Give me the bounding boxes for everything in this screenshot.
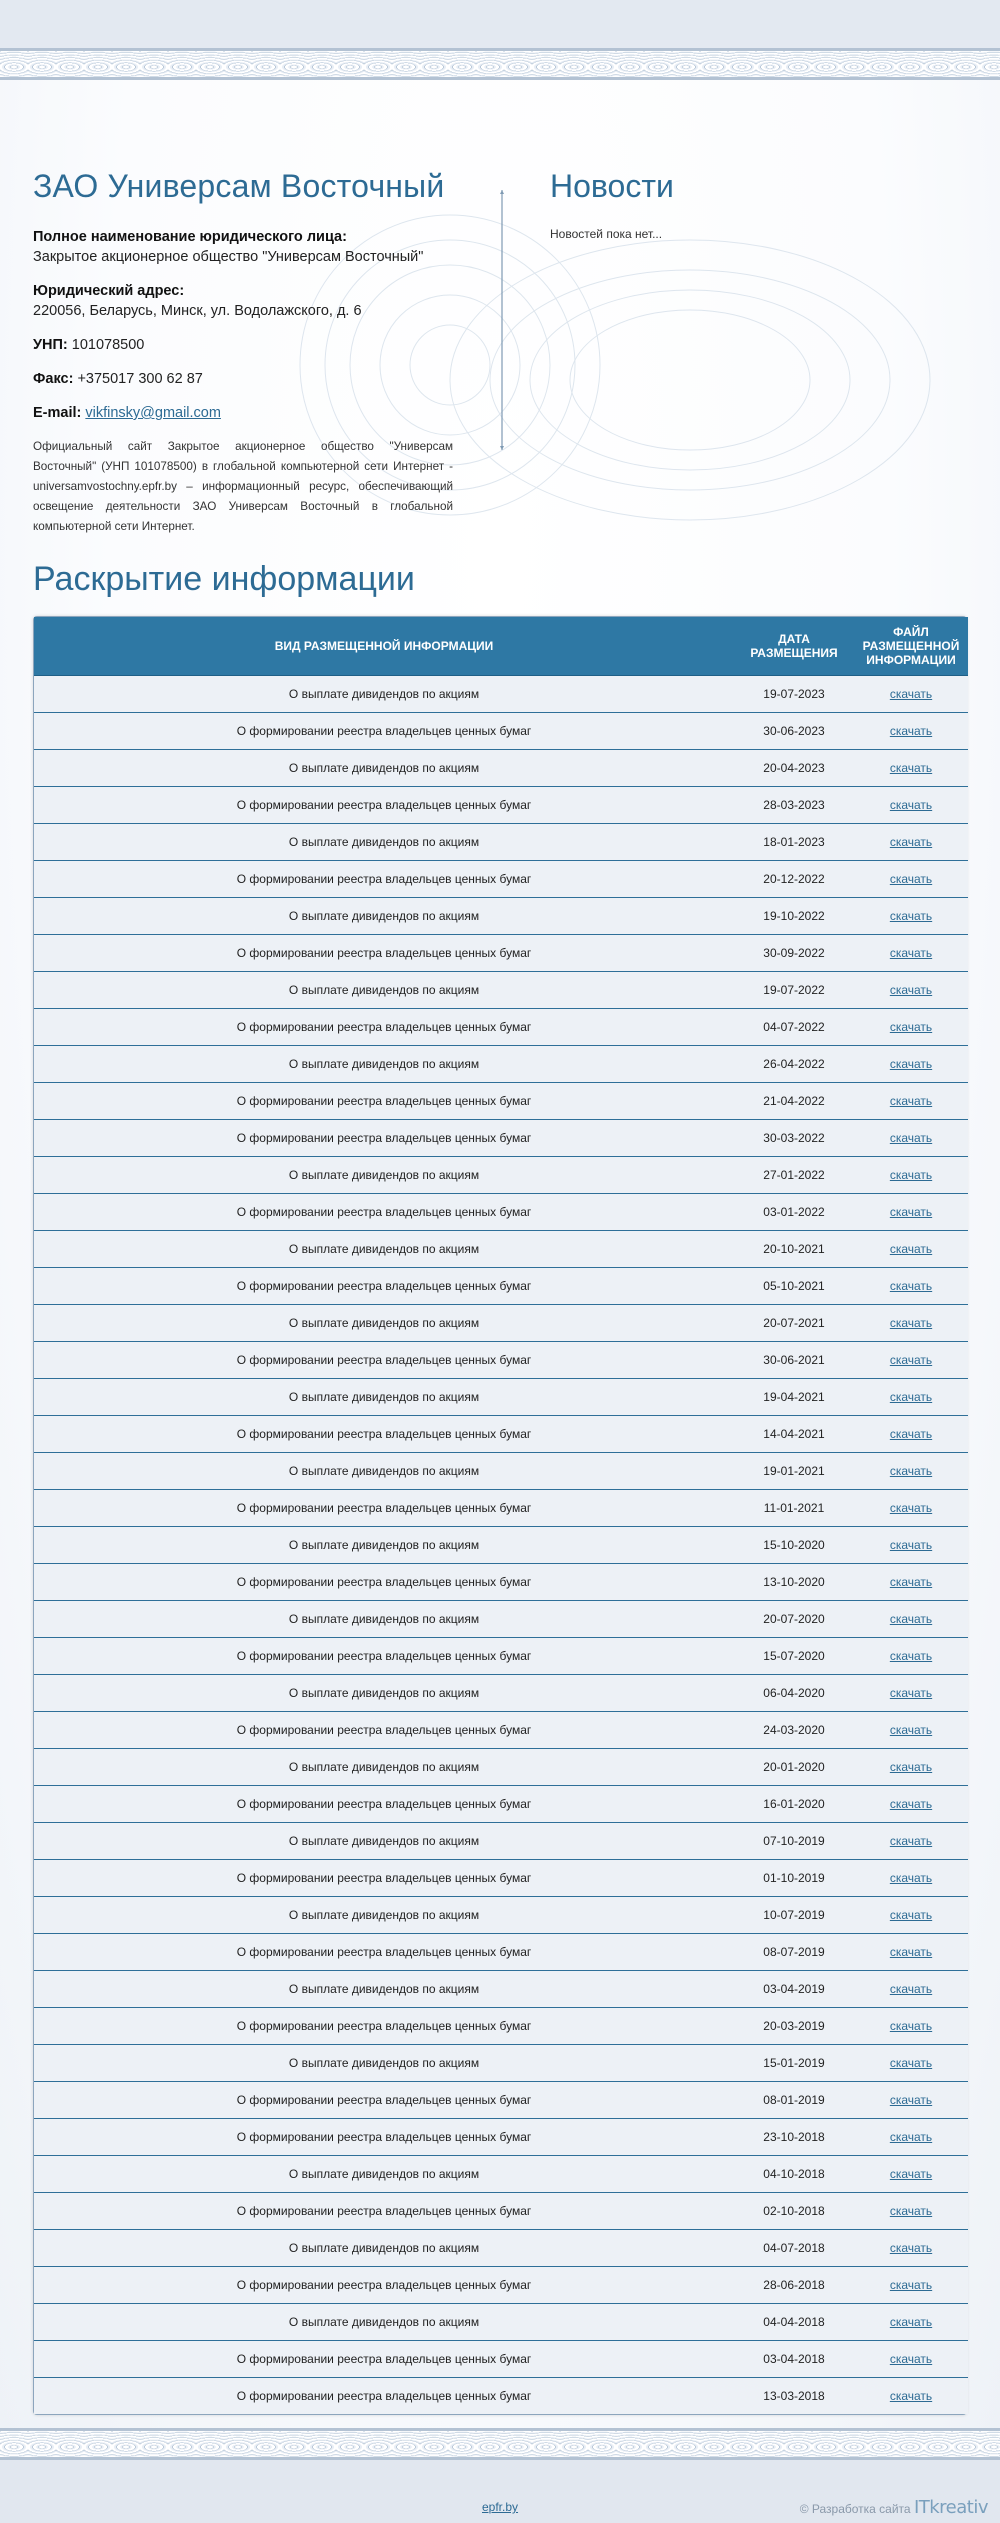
table-row [34,1822,968,1859]
row-info-type: О формировании реестра владельцев ценных бумаг [34,2377,734,2414]
unp-value: 101078500 [71,337,145,353]
row-date: 18-01-2023 [734,823,854,860]
row-info-type: О выплате дивидендов по акциям [34,971,734,1008]
download-link[interactable]: скачать [889,1463,933,1478]
row-date: 03-04-2018 [734,2340,854,2377]
row-file [854,749,968,786]
unp-label: УНП: [33,337,68,353]
table-body [34,675,968,2414]
row-file [854,675,968,712]
table-row [34,786,968,823]
download-link[interactable]: скачать [889,1907,933,1922]
row-file [854,786,968,823]
table-row [34,749,968,786]
row-info-type: О выплате дивидендов по акциям [34,1304,734,1341]
row-info-type: О выплате дивидендов по акциям [34,749,734,786]
row-date: 05-10-2021 [734,1267,854,1304]
row-info-type: О формировании реестра владельцев ценных бумаг [34,1082,734,1119]
row-date: 01-10-2019 [734,1859,854,1896]
row-info-type: О формировании реестра владельцев ценных бумаг [34,1711,734,1748]
download-link[interactable]: скачать [889,760,933,775]
download-link[interactable]: скачать [889,1241,933,1256]
download-link[interactable]: скачать [889,834,933,849]
row-info-type: О формировании реестра владельцев ценных бумаг [34,2007,734,2044]
row-info-type: О формировании реестра владельцев ценных бумаг [34,1859,734,1896]
download-link[interactable]: скачать [889,1759,933,1774]
row-date: 16-01-2020 [734,1785,854,1822]
download-link[interactable]: скачать [889,2314,933,2329]
email-link[interactable]: vikfinsky@gmail.com [85,405,221,421]
download-link[interactable]: скачать [889,1056,933,1071]
download-link[interactable]: скачать [889,1796,933,1811]
row-file [854,1082,968,1119]
row-file [854,2118,968,2155]
table-row [34,971,968,1008]
table-row [34,2377,968,2414]
table-row [34,1267,968,1304]
download-link[interactable]: скачать [889,908,933,923]
row-date: 30-03-2022 [734,1119,854,1156]
table-row [34,1008,968,1045]
download-link[interactable]: скачать [889,871,933,886]
footer-credit[interactable] [800,2497,988,2518]
row-info-type: О формировании реестра владельцев ценных бумаг [34,934,734,971]
row-file [854,1526,968,1563]
download-link[interactable]: скачать [889,1426,933,1441]
row-info-type: О формировании реестра владельцев ценных бумаг [34,2081,734,2118]
table-row [34,2192,968,2229]
row-date: 15-07-2020 [734,1637,854,1674]
row-date: 06-04-2020 [734,1674,854,1711]
download-link[interactable]: скачать [889,982,933,997]
row-date: 04-04-2018 [734,2303,854,2340]
row-info-type: О формировании реестра владельцев ценных бумаг [34,1489,734,1526]
row-date: 30-06-2021 [734,1341,854,1378]
header-file: ФАЙЛ РАЗМЕЩЕННОЙ ИНФОРМАЦИИ [854,617,968,675]
row-file [854,860,968,897]
download-link[interactable]: скачать [889,1352,933,1367]
full-name-block [33,227,453,267]
row-date: 04-07-2018 [734,2229,854,2266]
download-link[interactable]: скачать [889,1204,933,1219]
row-file [854,1896,968,1933]
top-band [0,0,1000,48]
disclosure-table-container [33,616,967,2415]
download-link[interactable]: скачать [889,1500,933,1515]
download-link[interactable]: скачать [889,1574,933,1589]
table-row [34,1970,968,2007]
full-name-label: Полное наименование юридического лица: [33,229,347,245]
news-title: Новости [550,168,674,204]
row-date: 20-07-2021 [734,1304,854,1341]
row-file [854,1415,968,1452]
row-file [854,1674,968,1711]
table-row [34,1526,968,1563]
row-info-type: О формировании реестра владельцев ценных бумаг [34,1785,734,1822]
table-row [34,934,968,971]
table-row [34,1378,968,1415]
news-empty-text: Новостей пока нет... [550,227,663,241]
row-file [854,2155,968,2192]
fax-value: +375017 300 62 87 [77,371,203,387]
row-file [854,1452,968,1489]
row-date: 13-10-2020 [734,1563,854,1600]
row-date: 10-07-2019 [734,1896,854,1933]
row-file [854,2081,968,2118]
row-info-type: О формировании реестра владельцев ценных бумаг [34,712,734,749]
download-link[interactable]: скачать [889,2018,933,2033]
table-row [34,860,968,897]
table-row [34,1045,968,1082]
table-row [34,712,968,749]
disclosure-table [34,617,968,2414]
row-date: 20-01-2020 [734,1748,854,1785]
download-link[interactable]: скачать [889,2351,933,2366]
download-link[interactable]: скачать [889,797,933,812]
table-row [34,2229,968,2266]
download-link[interactable]: скачать [889,2055,933,2070]
table-header-row [34,617,968,675]
row-file [854,1970,968,2007]
row-info-type: О выплате дивидендов по акциям [34,2155,734,2192]
row-file [854,2192,968,2229]
row-file [854,1637,968,1674]
table-row [34,2044,968,2081]
download-link[interactable]: скачать [889,1278,933,1293]
row-file [854,971,968,1008]
row-file [854,1822,968,1859]
table-row [34,1230,968,1267]
table-row [34,2155,968,2192]
row-file [854,1304,968,1341]
download-link[interactable]: скачать [889,1685,933,1700]
table-row [34,1748,968,1785]
header-date: ДАТА РАЗМЕЩЕНИЯ [734,617,854,675]
row-date: 20-12-2022 [734,860,854,897]
table-row [34,1785,968,1822]
table-row [34,1859,968,1896]
row-info-type: О формировании реестра владельцев ценных бумаг [34,2192,734,2229]
download-link[interactable]: скачать [889,2203,933,2218]
table-row [34,1415,968,1452]
row-date: 02-10-2018 [734,2192,854,2229]
table-row [34,1674,968,1711]
full-name-value: Закрытое акционерное общество "Универсам Восточный" [33,249,424,265]
table-row [34,1452,968,1489]
row-date: 26-04-2022 [734,1045,854,1082]
table-row [34,1600,968,1637]
download-link[interactable]: скачать [889,2240,933,2255]
table-row [34,1341,968,1378]
row-date: 30-09-2022 [734,934,854,971]
row-date: 30-06-2023 [734,712,854,749]
row-date: 07-10-2019 [734,1822,854,1859]
address-block [33,281,453,321]
row-file [854,2229,968,2266]
row-info-type: О формировании реестра владельцев ценных бумаг [34,1415,734,1452]
row-date: 19-10-2022 [734,897,854,934]
row-file [854,1045,968,1082]
site-description: Официальный сайт Закрытое акционерное общество "Универсам Восточный" (УНП 101078500) в глобальной компьютерной сети Интернет - universamvostochny.epfr.by – информационный ресурс, обеспечивающий освещение деятельности ЗАО Универсам Восточный в глобальной компьютерной сети Интернет. [33,440,453,533]
table-row [34,2081,968,2118]
download-link[interactable]: скачать [889,1722,933,1737]
download-link[interactable]: скачать [889,1944,933,1959]
row-file [854,934,968,971]
row-date: 20-04-2023 [734,749,854,786]
download-link[interactable]: скачать [889,1611,933,1626]
row-date: 13-03-2018 [734,2377,854,2414]
row-file [854,1563,968,1600]
row-file [854,1711,968,1748]
row-info-type: О выплате дивидендов по акциям [34,1600,734,1637]
row-file [854,2303,968,2340]
row-file [854,1489,968,1526]
row-date: 08-01-2019 [734,2081,854,2118]
row-info-type: О формировании реестра владельцев ценных бумаг [34,1933,734,1970]
download-link[interactable]: скачать [889,723,933,738]
row-file [854,1378,968,1415]
row-file [854,823,968,860]
row-info-type: О выплате дивидендов по акциям [34,2303,734,2340]
row-info-type: О выплате дивидендов по акциям [34,1896,734,1933]
row-info-type: О выплате дивидендов по акциям [34,1748,734,1785]
row-info-type: О формировании реестра владельцев ценных бумаг [34,2340,734,2377]
table-row [34,2303,968,2340]
row-date: 08-07-2019 [734,1933,854,1970]
table-row [34,1489,968,1526]
email-row [33,403,453,423]
row-file [854,1933,968,1970]
download-link[interactable]: скачать [889,2388,933,2403]
download-link[interactable]: скачать [889,1019,933,1034]
row-info-type: О формировании реестра владельцев ценных бумаг [34,2266,734,2303]
decorative-border-top [0,48,1000,80]
table-row [34,2266,968,2303]
row-file [854,897,968,934]
row-date: 21-04-2022 [734,1082,854,1119]
row-file [854,2377,968,2414]
address-label: Юридический адрес: [33,283,185,299]
table-row [34,1156,968,1193]
row-date: 11-01-2021 [734,1489,854,1526]
table-row [34,2340,968,2377]
download-link[interactable]: скачать [889,1315,933,1330]
row-file [854,1008,968,1045]
news-section [550,168,950,241]
row-info-type: О выплате дивидендов по акциям [34,1230,734,1267]
row-date: 20-10-2021 [734,1230,854,1267]
row-date: 14-04-2021 [734,1415,854,1452]
row-info-type: О формировании реестра владельцев ценных бумаг [34,1637,734,1674]
row-info-type: О выплате дивидендов по акциям [34,1045,734,1082]
row-date: 19-07-2022 [734,971,854,1008]
row-file [854,1785,968,1822]
disclosure-title: Раскрытие информации [33,560,415,598]
row-file [854,1600,968,1637]
row-date: 20-03-2019 [734,2007,854,2044]
table-row [34,1304,968,1341]
row-info-type: О выплате дивидендов по акциям [34,1452,734,1489]
address-value: 220056, Беларусь, Минск, ул. Водолажского, д. 6 [33,303,362,319]
row-info-type: О выплате дивидендов по акциям [34,2044,734,2081]
download-link[interactable]: скачать [889,1389,933,1404]
download-link[interactable]: скачать [889,2166,933,2181]
download-link[interactable]: скачать [889,1833,933,1848]
row-file [854,712,968,749]
download-link[interactable]: скачать [889,2092,933,2107]
row-info-type: О выплате дивидендов по акциям [34,823,734,860]
row-date: 15-01-2019 [734,2044,854,2081]
table-row [34,1563,968,1600]
decorative-border-bottom [0,2428,1000,2460]
row-file [854,1119,968,1156]
column-divider [500,190,504,450]
row-info-type: О формировании реестра владельцев ценных бумаг [34,1193,734,1230]
download-link[interactable]: скачать [889,1537,933,1552]
row-date: 19-04-2021 [734,1378,854,1415]
row-date: 04-10-2018 [734,2155,854,2192]
row-date: 03-04-2019 [734,1970,854,2007]
table-row [34,823,968,860]
row-info-type: О выплате дивидендов по акциям [34,675,734,712]
row-info-type: О выплате дивидендов по акциям [34,1156,734,1193]
download-link[interactable]: скачать [889,1648,933,1663]
row-file [854,2340,968,2377]
row-info-type: О выплате дивидендов по акциям [34,1822,734,1859]
footer-site-link[interactable]: epfr.by [482,2500,519,2514]
row-info-type: О выплате дивидендов по акциям [34,2229,734,2266]
company-info [33,168,453,537]
table-row [34,897,968,934]
row-info-type: О формировании реестра владельцев ценных бумаг [34,1563,734,1600]
row-info-type: О выплате дивидендов по акциям [34,1378,734,1415]
row-file [854,2007,968,2044]
row-info-type: О формировании реестра владельцев ценных бумаг [34,2118,734,2155]
row-date: 15-10-2020 [734,1526,854,1563]
download-link[interactable]: скачать [889,686,933,701]
unp-row [33,335,453,355]
table-row [34,1193,968,1230]
row-date: 28-03-2023 [734,786,854,823]
fax-label: Факс: [33,371,74,387]
row-file [854,1230,968,1267]
table-row [34,675,968,712]
table-row [34,1711,968,1748]
row-info-type: О формировании реестра владельцев ценных бумаг [34,1008,734,1045]
row-date: 04-07-2022 [734,1008,854,1045]
row-info-type: О выплате дивидендов по акциям [34,1970,734,2007]
footer [0,2488,1000,2523]
row-info-type: О формировании реестра владельцев ценных бумаг [34,1267,734,1304]
table-row [34,2118,968,2155]
row-date: 24-03-2020 [734,1711,854,1748]
row-date: 03-01-2022 [734,1193,854,1230]
row-file [854,1748,968,1785]
row-info-type: О формировании реестра владельцев ценных бумаг [34,786,734,823]
download-link[interactable]: скачать [889,1981,933,1996]
row-date: 19-01-2021 [734,1452,854,1489]
row-info-type: О формировании реестра владельцев ценных бумаг [34,1119,734,1156]
row-info-type: О формировании реестра владельцев ценных бумаг [34,1341,734,1378]
row-file [854,1156,968,1193]
download-link[interactable]: скачать [889,2277,933,2292]
row-file [854,1193,968,1230]
company-title: ЗАО Универсам Восточный [33,168,445,204]
table-row [34,1933,968,1970]
download-link[interactable]: скачать [889,1130,933,1145]
row-file [854,1267,968,1304]
table-row [34,1637,968,1674]
email-label: E-mail: [33,405,82,421]
fax-row [33,369,453,389]
download-link[interactable]: скачать [889,1167,933,1182]
row-date: 23-10-2018 [734,2118,854,2155]
row-date: 28-06-2018 [734,2266,854,2303]
row-file [854,2044,968,2081]
row-file [854,1341,968,1378]
row-date: 19-07-2023 [734,675,854,712]
row-file [854,1859,968,1896]
row-info-type: О выплате дивидендов по акциям [34,1526,734,1563]
row-info-type: О выплате дивидендов по акциям [34,897,734,934]
row-date: 20-07-2020 [734,1600,854,1637]
download-link[interactable]: скачать [889,1870,933,1885]
table-row [34,1119,968,1156]
developer-logo[interactable]: ITkreativ [913,2497,988,2518]
download-link[interactable]: скачать [889,1093,933,1108]
row-info-type: О выплате дивидендов по акциям [34,1674,734,1711]
table-row [34,1082,968,1119]
page-body [0,80,1000,2460]
table-row [34,2007,968,2044]
row-info-type: О формировании реестра владельцев ценных бумаг [34,860,734,897]
row-file [854,2266,968,2303]
download-link[interactable]: скачать [889,945,933,960]
download-link[interactable]: скачать [889,2129,933,2144]
header-info-type: ВИД РАЗМЕЩЕННОЙ ИНФОРМАЦИИ [34,617,734,675]
row-date: 27-01-2022 [734,1156,854,1193]
credit-text: © Разработка сайта [799,2502,911,2516]
table-row [34,1896,968,1933]
